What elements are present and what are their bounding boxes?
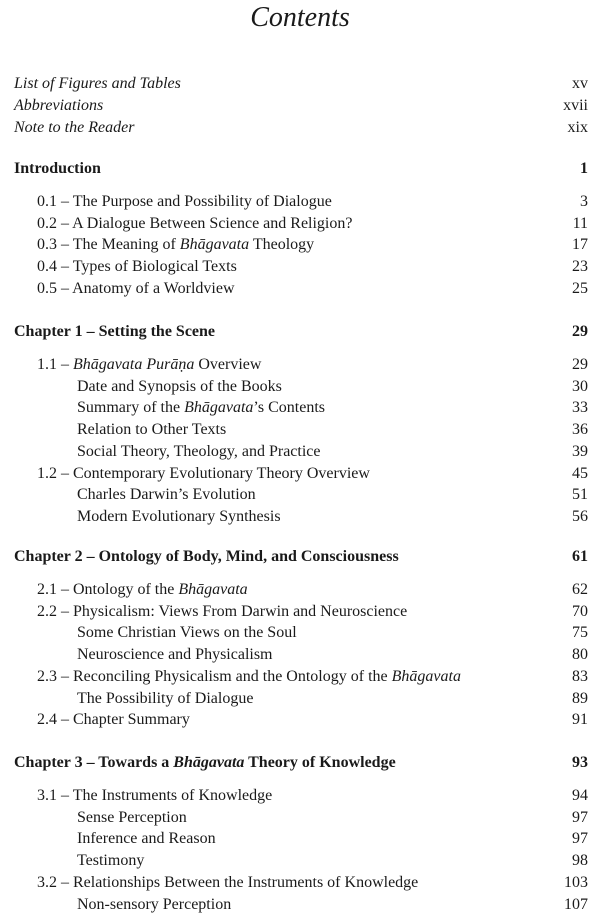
toc-entry bbox=[37, 355, 588, 375]
toc-entry-page: xix bbox=[567, 119, 588, 136]
toc-entry-title: Introduction bbox=[14, 160, 101, 177]
toc-entry-title: Chapter 2 – Ontology of Body, Mind, and Consciousness bbox=[14, 548, 399, 565]
toc-entry-title: List of Figures and Tables bbox=[14, 75, 181, 92]
toc-subentry bbox=[77, 689, 588, 709]
toc-entry-page: 107 bbox=[564, 896, 588, 913]
front-matter-entry bbox=[14, 74, 588, 94]
toc-entry-page: xvii bbox=[563, 97, 588, 114]
toc-entry-page: 39 bbox=[572, 443, 588, 460]
toc-entry-title: 0.3 – The Meaning of Bhāgavata Theology bbox=[37, 236, 315, 253]
toc-entry bbox=[37, 257, 588, 277]
toc-entry-page: 94 bbox=[572, 787, 588, 804]
section-heading bbox=[14, 159, 588, 179]
toc-entry-page: 33 bbox=[572, 399, 588, 416]
toc-entry bbox=[37, 667, 588, 687]
toc-entry bbox=[37, 873, 588, 893]
toc-subentry bbox=[77, 623, 588, 643]
toc-entry-page: 70 bbox=[572, 603, 588, 620]
toc-entry-page: 17 bbox=[572, 236, 588, 253]
toc-entry-title: 3.2 – Relationships Between the Instruments of Knowledge bbox=[37, 874, 419, 891]
toc-entry bbox=[37, 214, 588, 234]
toc-entry-page: 11 bbox=[572, 215, 588, 232]
toc-entry-page: 91 bbox=[572, 711, 588, 728]
toc-entry-title: Abbreviations bbox=[14, 97, 104, 114]
toc-entry-title: 2.4 – Chapter Summary bbox=[37, 711, 190, 728]
toc-subentry bbox=[77, 851, 588, 871]
toc-entry-page: 89 bbox=[572, 690, 588, 707]
toc-subentry bbox=[77, 420, 588, 440]
toc-entry-page: 75 bbox=[572, 624, 588, 641]
toc-entry-page: xv bbox=[572, 75, 588, 92]
toc-entry-title: 3.1 – The Instruments of Knowledge bbox=[37, 787, 273, 804]
toc-entry-title: 1.1 – Bhāgavata Purāṇa Overview bbox=[37, 356, 262, 373]
toc-entry-title: 0.2 – A Dialogue Between Science and Religion? bbox=[37, 215, 353, 232]
toc-entry bbox=[37, 464, 588, 484]
toc-entry-title: Relation to Other Texts bbox=[77, 421, 227, 438]
toc-entry-title: Some Christian Views on the Soul bbox=[77, 624, 297, 641]
toc-entry-page: 62 bbox=[572, 581, 588, 598]
toc-entry bbox=[37, 580, 588, 600]
toc-entry-title: 2.1 – Ontology of the Bhāgavata bbox=[37, 581, 248, 598]
toc-entry-page: 23 bbox=[572, 258, 588, 275]
toc-entry-page: 83 bbox=[572, 668, 588, 685]
toc-entry-title: 2.2 – Physicalism: Views From Darwin and Neuroscience bbox=[37, 603, 408, 620]
toc-entry bbox=[37, 710, 588, 730]
toc-entry-title: 2.3 – Reconciling Physicalism and the Ontology of the Bhāgavata bbox=[37, 668, 461, 685]
toc-entry-page: 25 bbox=[572, 280, 588, 297]
front-matter-entry bbox=[14, 96, 588, 116]
toc-subentry bbox=[77, 808, 588, 828]
toc-entry bbox=[37, 786, 588, 806]
toc-entry-page: 80 bbox=[572, 646, 588, 663]
toc-entry-page: 29 bbox=[572, 323, 588, 340]
toc-entry-page: 97 bbox=[572, 809, 588, 826]
section-heading bbox=[14, 753, 588, 773]
toc-entry-title: Date and Synopsis of the Books bbox=[77, 378, 282, 395]
toc-entry-title: Neuroscience and Physicalism bbox=[77, 646, 273, 663]
toc-entry-page: 29 bbox=[572, 356, 588, 373]
toc-entry-page: 93 bbox=[572, 754, 588, 771]
toc-entry-page: 30 bbox=[572, 378, 588, 395]
toc-subentry bbox=[77, 442, 588, 462]
page-title: Contents bbox=[250, 2, 350, 33]
toc-entry bbox=[37, 279, 588, 299]
toc-entry-title: Modern Evolutionary Synthesis bbox=[77, 508, 281, 525]
toc-entry-page: 97 bbox=[572, 830, 588, 847]
toc-entry-title: Sense Perception bbox=[77, 809, 187, 826]
toc-entry-title: Summary of the Bhāgavata’s Contents bbox=[77, 399, 325, 416]
toc-entry-page: 56 bbox=[572, 508, 588, 525]
toc-entry-title: 0.1 – The Purpose and Possibility of Dialogue bbox=[37, 193, 332, 210]
toc-subentry bbox=[77, 398, 588, 418]
toc-subentry bbox=[77, 507, 588, 527]
toc-entry bbox=[37, 235, 588, 255]
toc-entry-title: Note to the Reader bbox=[14, 119, 135, 136]
toc-subentry bbox=[77, 485, 588, 505]
toc-entry-page: 45 bbox=[572, 465, 588, 482]
toc-entry-title: Inference and Reason bbox=[77, 830, 216, 847]
toc-subentry bbox=[77, 895, 588, 915]
toc-entry-page: 103 bbox=[564, 874, 588, 891]
toc-entry bbox=[37, 192, 588, 212]
toc-entry-page: 1 bbox=[580, 160, 588, 177]
toc-entry-title: Non-sensory Perception bbox=[77, 896, 232, 913]
toc-entry-title: Testimony bbox=[77, 852, 145, 869]
toc-entry-title: 0.4 – Types of Biological Texts bbox=[37, 258, 237, 275]
toc-entry bbox=[37, 602, 588, 622]
toc-entry-title: 1.2 – Contemporary Evolutionary Theory Overview bbox=[37, 465, 370, 482]
toc-entry-title: Chapter 1 – Setting the Scene bbox=[14, 323, 216, 340]
toc-entry-page: 3 bbox=[580, 193, 588, 210]
toc-entry-page: 51 bbox=[572, 486, 588, 503]
toc-entry-page: 61 bbox=[572, 548, 588, 565]
toc-entry-title: The Possibility of Dialogue bbox=[77, 690, 254, 707]
toc-entry-page: 36 bbox=[572, 421, 588, 438]
toc-subentry bbox=[77, 377, 588, 397]
toc-entry-page: 98 bbox=[572, 852, 588, 869]
toc-entry-title: Charles Darwin’s Evolution bbox=[77, 486, 256, 503]
section-heading bbox=[14, 547, 588, 567]
front-matter-entry bbox=[14, 118, 588, 138]
toc-subentry bbox=[77, 829, 588, 849]
section-heading bbox=[14, 322, 588, 342]
toc-entry-title: Chapter 3 – Towards a Bhāgavata Theory of Knowledge bbox=[14, 754, 396, 771]
toc-subentry bbox=[77, 645, 588, 665]
toc-entry-title: 0.5 – Anatomy of a Worldview bbox=[37, 280, 235, 297]
toc-entry-title: Social Theory, Theology, and Practice bbox=[77, 443, 321, 460]
